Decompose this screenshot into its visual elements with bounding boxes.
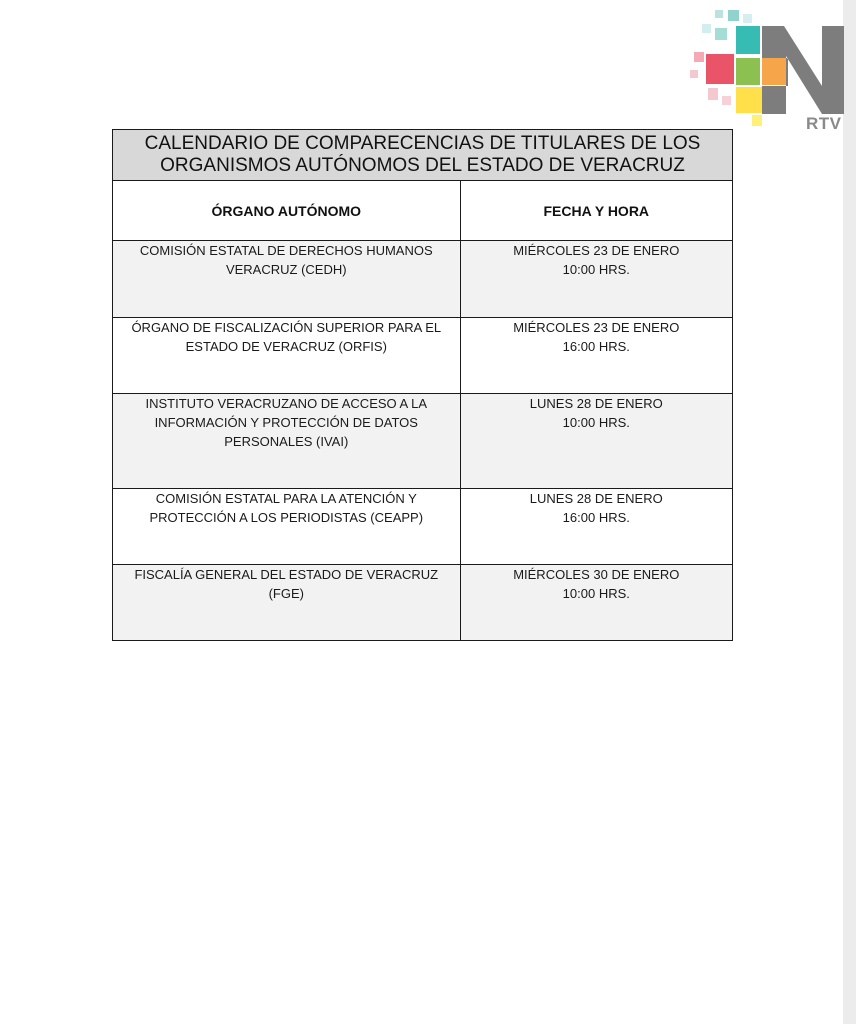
organ-name: COMISIÓN ESTATAL PARA LA ATENCIÓN Y PROTECCIÓN A LOS PERIODISTAS (CEAPP) xyxy=(149,491,424,525)
table-title xyxy=(113,130,733,181)
organ-cell xyxy=(113,565,461,641)
datetime-cell xyxy=(460,489,732,565)
table-title-text: CALENDARIO DE COMPARECENCIAS DE TITULARES DE LOS ORGANISMOS AUTÓNOMOS DEL ESTADO DE VERACRUZ xyxy=(144,133,701,176)
datetime-text: MIÉRCOLES 23 DE ENERO 16:00 HRS. xyxy=(513,320,680,354)
table-row xyxy=(113,241,733,318)
datetime-text: MIÉRCOLES 23 DE ENERO 10:00 HRS. xyxy=(513,243,680,277)
table-title-row xyxy=(113,130,733,181)
table-row xyxy=(113,394,733,489)
table-header-row xyxy=(113,181,733,241)
datetime-text: LUNES 28 DE ENERO 16:00 HRS. xyxy=(529,491,663,525)
organ-cell xyxy=(113,241,461,318)
organ-name: INSTITUTO VERACRUZANO DE ACCESO A LA INFORMACIÓN Y PROTECCIÓN DE DATOS PERSONALES (IVAI) xyxy=(145,396,428,449)
datetime-cell xyxy=(460,241,732,318)
header-fecha-y-hora: FECHA Y HORA xyxy=(460,181,732,241)
datetime-cell xyxy=(460,565,732,641)
header-organo-autonomo: ÓRGANO AUTÓNOMO xyxy=(113,181,461,241)
datetime-text: MIÉRCOLES 30 DE ENERO 10:00 HRS. xyxy=(513,567,680,601)
table-row xyxy=(113,565,733,641)
organ-name: COMISIÓN ESTATAL DE DERECHOS HUMANOS VERACRUZ (CEDH) xyxy=(139,243,433,277)
organ-cell xyxy=(113,318,461,394)
table-row xyxy=(113,318,733,394)
datetime-text: LUNES 28 DE ENERO 10:00 HRS. xyxy=(529,396,663,430)
datetime-cell xyxy=(460,318,732,394)
organ-name: FISCALÍA GENERAL DEL ESTADO DE VERACRUZ (FGE) xyxy=(134,567,439,601)
organ-cell xyxy=(113,394,461,489)
organ-name: ÓRGANO DE FISCALIZACIÓN SUPERIOR PARA EL ESTADO DE VERACRUZ (ORFIS) xyxy=(131,320,442,354)
rtv-logo-text: RTV xyxy=(806,114,842,133)
table-row xyxy=(113,489,733,565)
page-edge-shadow xyxy=(843,0,856,1024)
organ-cell xyxy=(113,489,461,565)
comparecencias-table xyxy=(112,129,733,641)
datetime-cell xyxy=(460,394,732,489)
